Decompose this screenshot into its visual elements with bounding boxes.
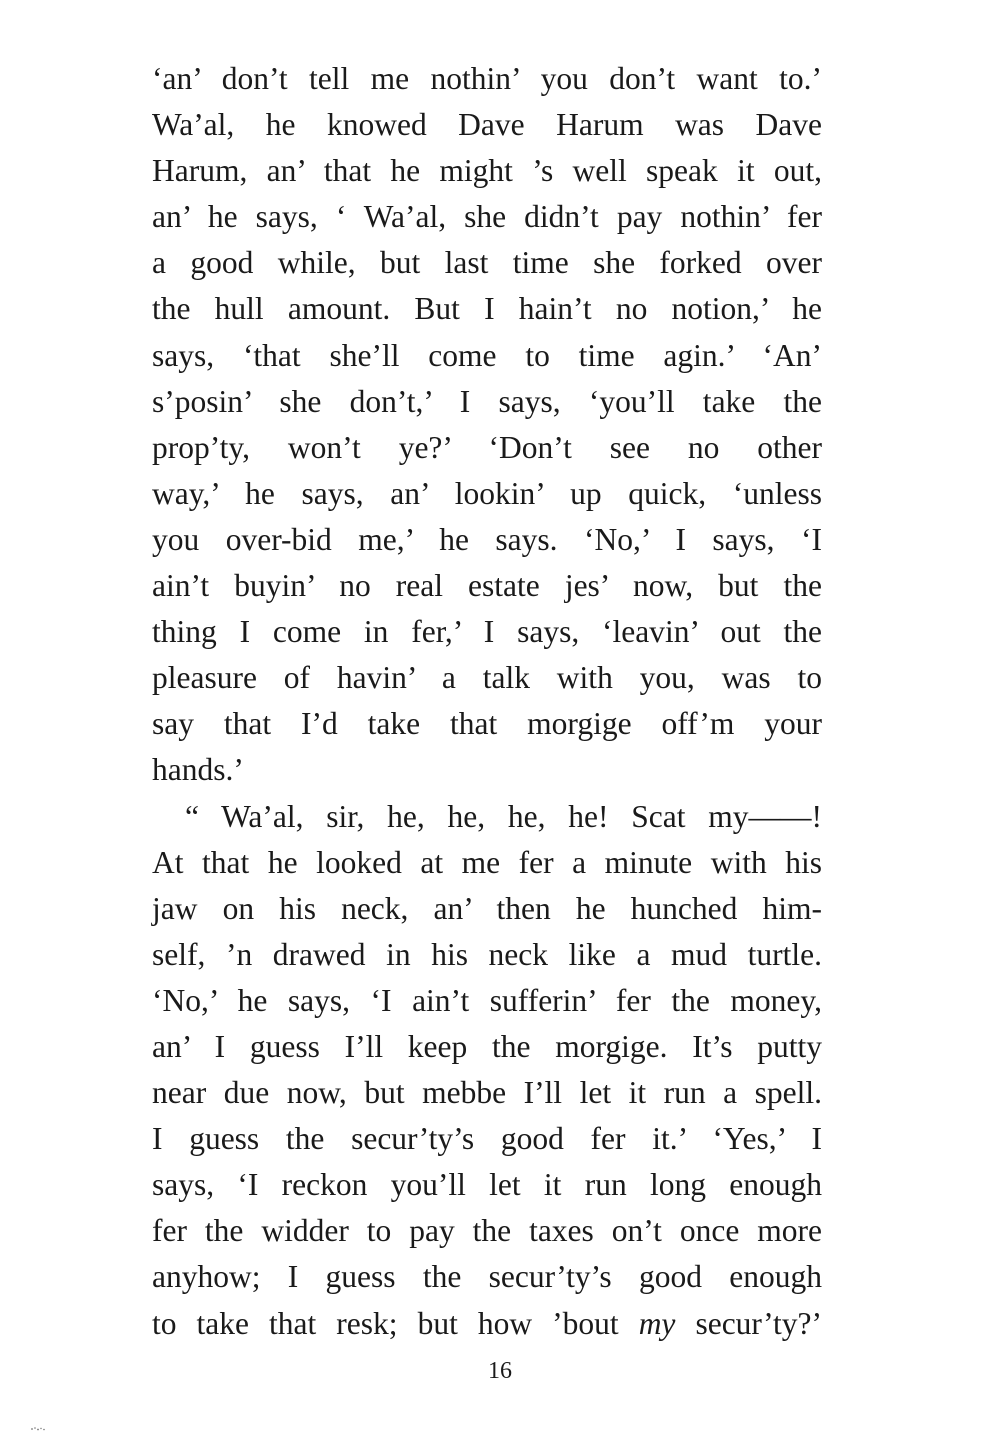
- text-line: self, ’n drawed in his neck like a mud turtle.: [152, 936, 822, 972]
- text-line: an’ I guess I’ll keep the morgige. It’s putty: [152, 1028, 822, 1064]
- text-line: I guess the secur’ty’s good fer it.’ ‘Yes,’ I: [152, 1121, 822, 1157]
- text-line: prop’ty, won’t ye?’ ‘Don’t see no other: [152, 429, 822, 465]
- text-line: ‘an’ don’t tell me nothin’ you don’t want to.’: [152, 61, 822, 96]
- final-text-line: [152, 1301, 822, 1347]
- text-line: anyhow; I guess the secur’ty’s good enough: [152, 1259, 822, 1295]
- text-line: ain’t buyin’ no real estate jes’ now, but the: [152, 568, 822, 604]
- italic-word: my: [638, 1305, 676, 1341]
- text-line: near due now, but mebbe I’ll let it run a spell.: [152, 1075, 822, 1111]
- paragraph-start-line: “ Wa’al, sir, he, he, he, he! Scat my——!: [185, 798, 822, 834]
- text-line: way,’ he says, an’ lookin’ up quick, ‘unless: [152, 475, 822, 511]
- page-number: 16: [488, 1358, 512, 1384]
- final-line-end: secur’ty?’: [675, 1305, 822, 1341]
- body-text: [152, 56, 822, 1347]
- text-line: fer the widder to pay the taxes on’t once more: [152, 1213, 822, 1249]
- text-line: an’ he says, ‘ Wa’al, she didn’t pay nothin’ fer: [152, 199, 822, 235]
- text-line: thing I come in fer,’ I says, ‘leavin’ out the: [152, 614, 822, 650]
- text-line: pleasure of havin’ a talk with you, was to: [152, 660, 822, 696]
- text-line: the hull amount. But I hain’t no notion,’ he: [152, 291, 822, 327]
- text-line: says, ‘that she’ll come to time agin.’ ‘An’: [152, 337, 822, 373]
- text-line: you over-bid me,’ he says. ‘No,’ I says, ‘I: [152, 521, 822, 557]
- text-line: says, ‘I reckon you’ll let it run long enough: [152, 1167, 822, 1203]
- text-line: say that I’d take that morgige off’m your: [152, 706, 822, 742]
- text-line: ‘No,’ he says, ‘I ain’t sufferin’ fer the money,: [152, 982, 822, 1018]
- text-line: Harum, an’ that he might ’s well speak it out,: [152, 153, 822, 189]
- scan-speck-mark: [30, 1426, 46, 1432]
- paragraph-end-line: hands.’: [152, 752, 244, 788]
- text-line: s’posin’ she don’t,’ I says, ‘you’ll take the: [152, 383, 822, 419]
- text-line: jaw on his neck, an’ then he hunched him-: [152, 890, 822, 926]
- final-line-start: to take that resk; but how ’bout: [152, 1305, 639, 1341]
- text-line: Wa’al, he knowed Dave Harum was Dave: [152, 107, 822, 143]
- text-line: a good while, but last time she forked over: [152, 245, 822, 281]
- text-line: At that he looked at me fer a minute with his: [152, 844, 822, 880]
